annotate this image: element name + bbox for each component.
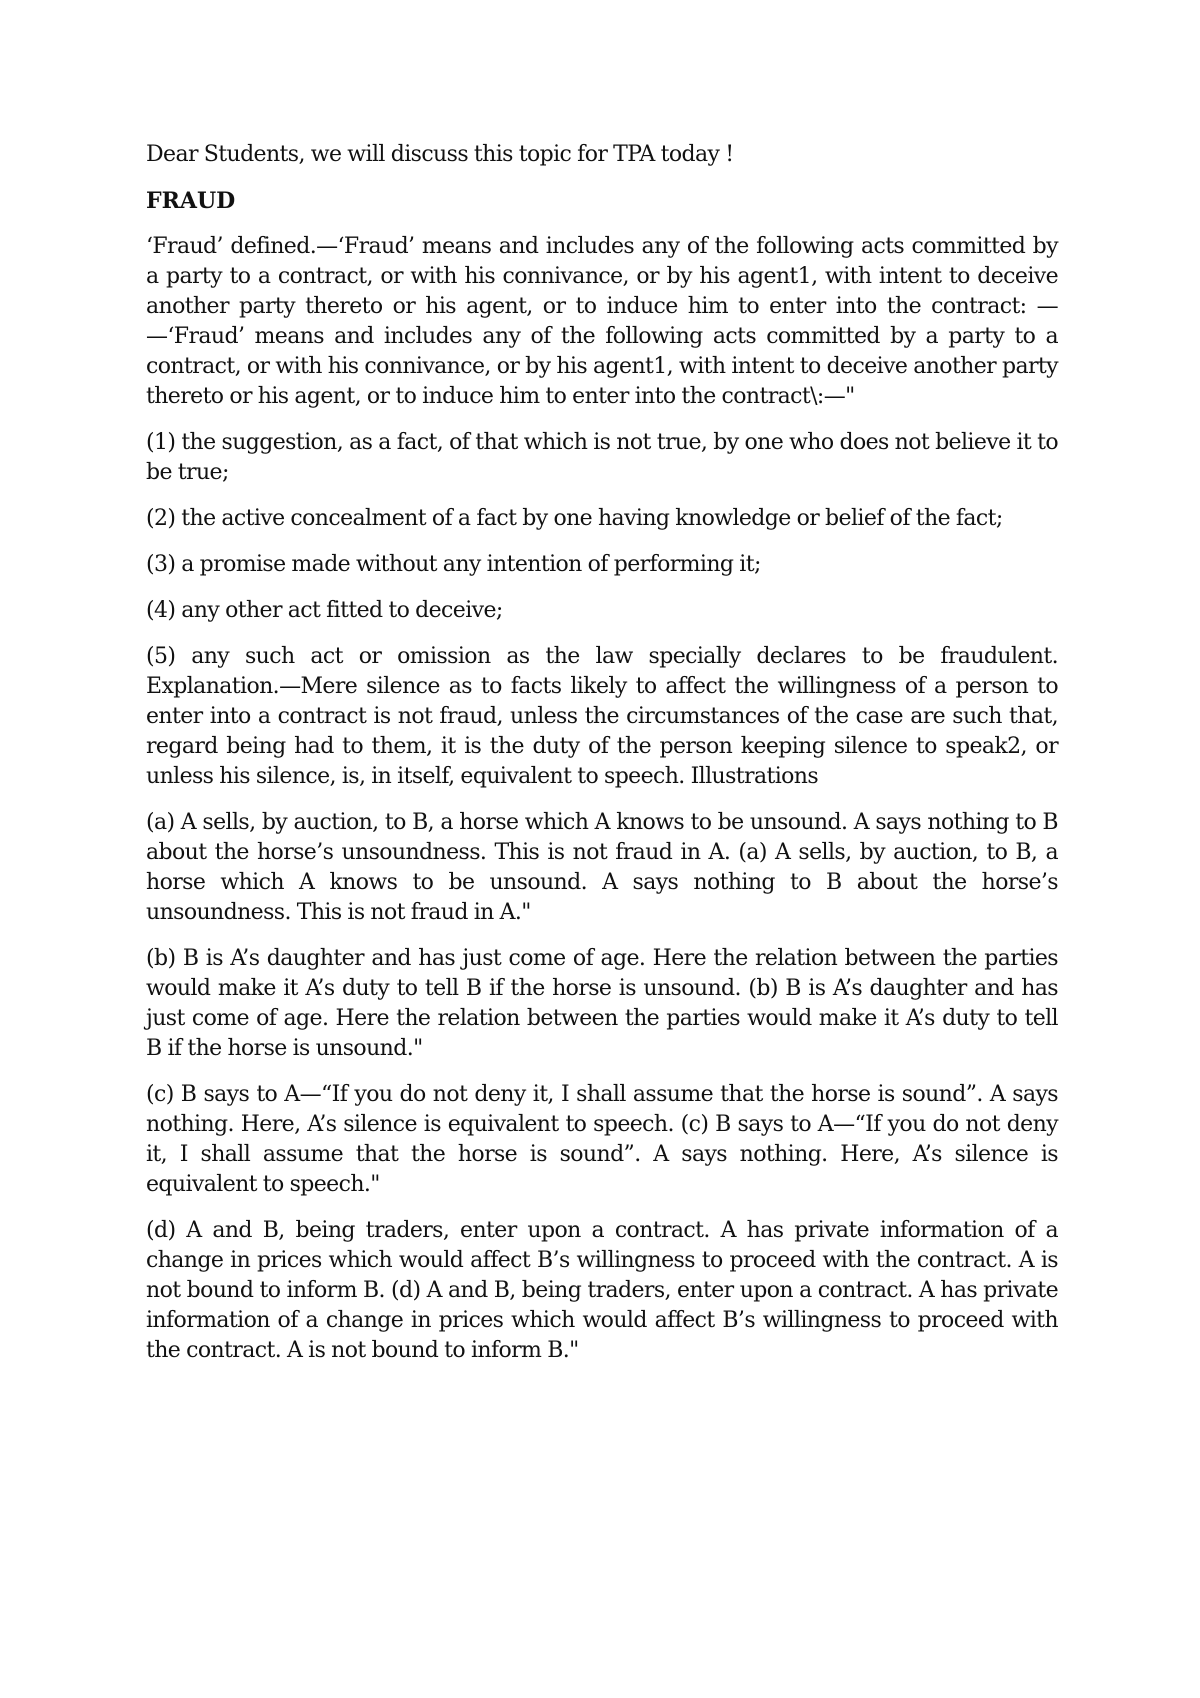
section-heading: FRAUD (146, 188, 236, 214)
document-body (146, 140, 1058, 1382)
illustration-a: (a) A sells, by auction, to B, a horse which A knows to be unsound. A says nothing to B about the horse’s unsoundness. This is not fraud in A. (a) A sells, by auction, to B, a horse which A knows to be unsound. A says nothing to B about the horse’s unsoundness. This is not fraud in A." (146, 810, 1058, 925)
illustration-b: (b) B is A’s daughter and has just come of age. Here the relation between the parties would make it A’s duty to tell B if the horse is unsound. (b) B is A’s daughter and has just come of age. Here the relation between the parties would make it A’s duty to tell B if the horse is unsound." (146, 946, 1058, 1061)
clause-1: (1) the suggestion, as a fact, of that which is not true, by one who does not believe it to be true; (146, 430, 1058, 485)
definition-paragraph: ‘Fraud’ defined.—‘Fraud’ means and includes any of the following acts committed by a party to a contract, or with his connivance, or by his agent1, with intent to deceive another party thereto or his agent, or to induce him to enter into the contract: — —‘Fraud’ means and includes any of the following acts committed by a party to a contract, or with his connivance, or by his agent1, with intent to deceive another party thereto or his agent, or to induce him to enter into the contract\:—" (146, 234, 1058, 409)
clause-5-explanation: (5) any such act or omission as the law specially declares to be fraudulent. Explanation.—Mere silence as to facts likely to affect the willingness of a person to enter into a contract is not fraud, unless the circumstances of the case are such that, regard being had to them, it is the duty of the person keeping silence to speak2, or unless his silence, is, in itself, equivalent to speech. Illustrations (146, 644, 1058, 789)
greeting-line: Dear Students, we will discuss this topic for TPA today ! (146, 142, 734, 167)
clause-3: (3) a promise made without any intention of performing it; (146, 552, 761, 577)
illustration-c: (c) B says to A—“If you do not deny it, I shall assume that the horse is sound”. A says nothing. Here, A’s silence is equivalent to speech. (c) B says to A—“If you do not deny it, I shall assume that the horse is sound”. A says nothing. Here, A’s silence is equivalent to speech." (146, 1082, 1058, 1197)
illustration-d: (d) A and B, being traders, enter upon a contract. A has private information of a change in prices which would affect B’s willingness to proceed with the contract. A is not bound to inform B. (d) A and B, being traders, enter upon a contract. A has private information of a change in prices which would affect B’s willingness to proceed with the contract. A is not bound to inform B." (146, 1218, 1058, 1363)
clause-2: (2) the active concealment of a fact by one having knowledge or belief of the fact; (146, 506, 1003, 531)
clause-4: (4) any other act fitted to deceive; (146, 598, 503, 623)
